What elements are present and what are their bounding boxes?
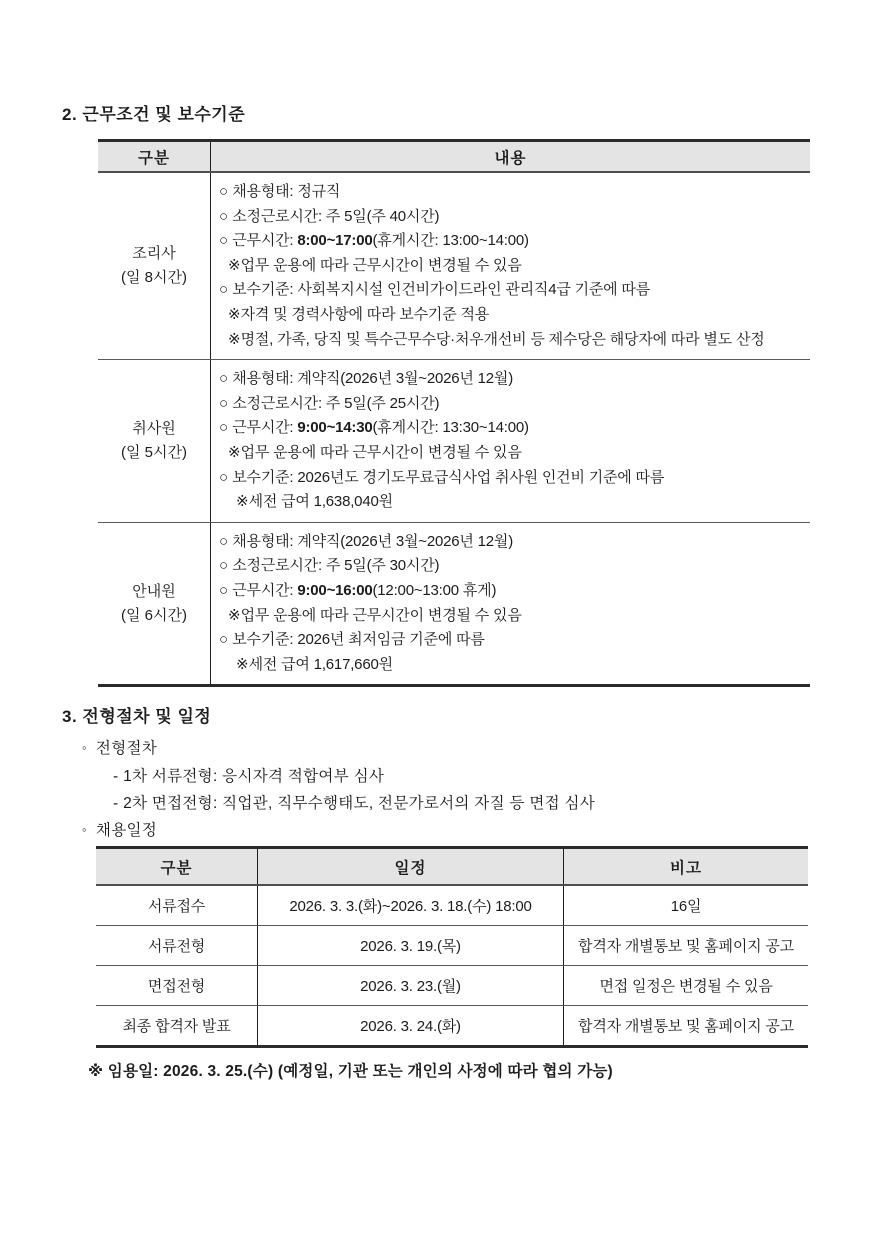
bullet-hiring-schedule [82,818,157,840]
line-text-bold: 9:00~14:30 [297,419,373,437]
work-conditions-table [98,139,810,687]
bullet-selection-procedure [82,736,157,758]
section2-title: 2. 근무조건 및 보수기준 [62,105,246,124]
content-line [219,278,804,303]
header-cell-category: 구분 [96,849,258,884]
content-line [219,604,804,629]
reference-mark-icon: ※ [228,330,241,348]
circle-bullet-icon: ○ [219,631,233,649]
line-text: 자격 및 경력사항에 따라 보수기준 적용 [240,305,490,323]
schedule-table-header [96,849,808,886]
table-row [96,965,808,1005]
content-line [219,303,804,328]
content-line [219,579,804,604]
table-row [98,173,810,359]
category-cell: 면접전형 [96,966,258,1005]
circle-bullet-icon: ◦ [82,822,87,837]
table-row [98,359,810,522]
category-line: 조리사 [132,245,176,263]
schedule-cell: 2026. 3. 19.(목) [258,926,564,965]
circle-bullet-icon: ○ [219,207,233,225]
content-line [219,205,804,230]
category-cell: 최종 합격자 발표 [96,1006,258,1045]
work-conditions-table-body [98,173,810,684]
content-line [219,466,804,491]
header-cell-remarks: 비고 [670,859,702,877]
line-text: 업무 운용에 따라 근무시간이 변경될 수 있음 [240,256,522,274]
content-line [219,441,804,466]
line-text: 근무시간: [232,232,298,250]
sub-item-second-screening: - 2차 면접전형: 직업관, 직무수행태도, 전문가로서의 자질 등 면접 심사 [113,795,596,812]
content-line [219,254,804,279]
content-line [219,490,804,515]
line-text: 업무 운용에 따라 근무시간이 변경될 수 있음 [240,443,522,461]
schedule-table [96,846,808,1048]
table-row [96,925,808,965]
circle-bullet-icon: ○ [219,370,233,388]
content-cell [211,523,810,685]
circle-bullet-icon: ○ [219,532,233,550]
section3-title: 3. 전형절차 및 일정 [62,707,212,726]
category-line: (일 8시간) [121,269,187,287]
category-cell [98,173,211,359]
line-text: 업무 운용에 따라 근무시간이 변경될 수 있음 [240,606,522,624]
circle-bullet-icon: ○ [219,232,233,250]
content-line [219,554,804,579]
line-text-bold: 9:00~16:00 [297,581,373,599]
schedule-table-body [96,886,808,1045]
line-text: 채용형태: 계약직(2026년 3월~2026년 12월) [232,370,514,388]
schedule-cell: 2026. 3. 3.(화)~2026. 3. 18.(수) 18:00 [258,886,564,925]
circle-bullet-icon: ○ [219,468,233,486]
line-text: 소정근로시간: 주 5일(주 30시간) [232,557,440,575]
reference-mark-icon: ※ [228,606,241,624]
line-text: (휴게시간: 13:00~14:00) [372,232,529,250]
bullet-label: 채용일정 [95,822,158,839]
line-text: 보수기준: 2026년 최저임금 기준에 따름 [232,631,485,649]
category-line: (일 5시간) [121,443,187,461]
table-row [98,522,810,685]
content-line [219,530,804,555]
content-line [219,653,804,678]
circle-bullet-icon: ○ [219,394,233,412]
line-text: 채용형태: 정규직 [232,183,341,200]
circle-bullet-icon: ○ [219,419,233,437]
reference-mark-icon: ※ [228,256,241,274]
line-text: 세전 급여 1,617,660원 [248,655,393,673]
schedule-cell: 2026. 3. 24.(화) [258,1006,564,1045]
circle-bullet-icon: ○ [219,183,233,200]
content-line [219,328,804,353]
category-line: 취사원 [132,419,176,437]
line-text: 소정근로시간: 주 5일(주 40시간) [232,207,440,225]
circle-bullet-icon: ○ [219,281,233,299]
table-row [96,886,808,925]
line-text: 명절, 가족, 당직 및 특수근무수당·처우개선비 등 제수당은 해당자에 따라 별도 산정 [240,330,765,348]
line-text: 근무시간: [232,419,298,437]
content-cell [211,173,810,359]
reference-mark-icon: ※ [236,493,249,511]
work-conditions-table-header [98,142,810,173]
content-line [219,229,804,254]
line-text: (휴게시간: 13:30~14:00) [372,419,529,437]
circle-bullet-icon: ◦ [82,740,87,755]
content-line [219,392,804,417]
schedule-cell: 2026. 3. 23.(월) [258,966,564,1005]
reference-mark-icon: ※ [228,305,241,323]
category-line: 안내원 [132,582,176,600]
remarks-cell: 합격자 개별통보 및 홈페이지 공고 [578,1018,794,1035]
line-text: 근무시간: [232,581,298,599]
header-cell-category: 구분 [98,142,211,171]
reference-mark-icon: ※ [236,655,249,673]
category-cell [98,523,211,685]
content-cell [211,360,810,522]
header-cell-schedule: 일정 [258,849,564,884]
category-cell: 서류접수 [96,886,258,925]
category-cell [98,360,211,522]
line-text: 소정근로시간: 주 5일(주 25시간) [232,394,440,412]
line-text: 보수기준: 2026년도 경기도무료급식사업 취사원 인건비 기준에 따름 [232,468,665,486]
line-text-bold: 8:00~17:00 [297,232,373,250]
category-cell: 서류전형 [96,926,258,965]
category-line: (일 6시간) [121,606,187,624]
circle-bullet-icon: ○ [219,557,233,575]
line-text: (12:00~13:00 휴게) [372,581,497,599]
content-line [219,367,804,392]
remarks-cell: 면접 일정은 변경될 수 있음 [599,978,773,995]
circle-bullet-icon: ○ [219,581,233,599]
sub-item-first-screening: - 1차 서류전형: 응시자격 적합여부 심사 [113,768,385,785]
content-line [219,180,804,205]
line-text: 세전 급여 1,638,040원 [248,493,393,511]
remarks-cell: 16일 [670,898,702,915]
content-line [219,628,804,653]
header-cell-content: 내용 [494,149,527,167]
line-text: 보수기준: 사회복지시설 인건비가이드라인 관리직4급 기준에 따름 [232,281,651,299]
line-text: 채용형태: 계약직(2026년 3월~2026년 12월) [232,532,514,550]
table-row [96,1005,808,1045]
content-line [219,416,804,441]
appointment-date-note: ※ 임용일: 2026. 3. 25.(수) (예정일, 기관 또는 개인의 사정에 따라 협의 가능) [88,1063,613,1080]
bullet-label: 전형절차 [95,740,158,757]
reference-mark-icon: ※ [228,443,241,461]
remarks-cell: 합격자 개별통보 및 홈페이지 공고 [578,938,794,955]
